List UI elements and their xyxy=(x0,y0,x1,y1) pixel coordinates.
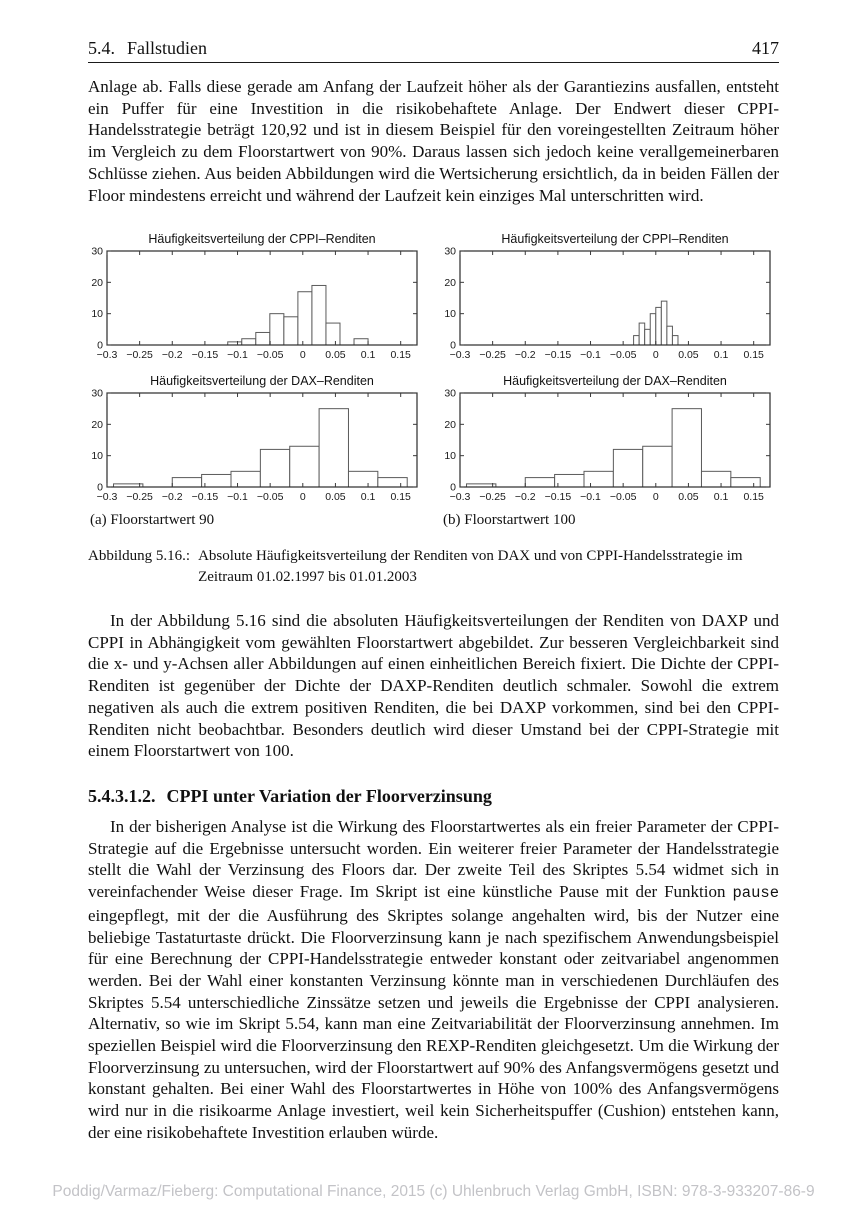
svg-text:20: 20 xyxy=(91,418,103,431)
svg-text:−0.15: −0.15 xyxy=(544,349,572,361)
chart-cppi-renditen-floor90 xyxy=(77,231,422,365)
svg-text:0: 0 xyxy=(299,349,306,361)
svg-text:0: 0 xyxy=(450,339,456,352)
svg-text:−0.25: −0.25 xyxy=(126,349,153,361)
paragraph-figure-discussion: In der Abbildung 5.16 sind die absoluten Häufigkeitsverteilungen der Renditen von DAXP und CPPI in Abhängigkeit vom gewählten Floorstartwert abgebildet. Zur besseren Vergleichbarkeit sind die x- und y-Achsen aller Abbildungen auf einen einheitlichen Bereich fixiert. Die Dichte der CPPI-Renditen ist gegenüber der Dichte der DAXP-Renditen deutlich schmaler. Sowohl die extrem negativen als auch die extrem positiven Renditen, die bei DAXP vorkommen, sind bei den CPPI-Renditen nicht beobachtbar. Besonders deutlich wird dieser Umstand bei der CPPI-Strategie mit einem Floorstartwert von 100. xyxy=(88,611,779,761)
svg-text:−0.1: −0.1 xyxy=(227,491,248,503)
section-heading-title: CPPI unter Variation der Floorverzinsung xyxy=(166,786,492,806)
section-heading-number: 5.4.3.1.2. xyxy=(88,786,156,806)
chart-cppi-renditen-floor100 xyxy=(430,231,775,365)
svg-text:30: 30 xyxy=(91,387,103,400)
svg-text:0.05: 0.05 xyxy=(678,349,699,361)
svg-text:−0.05: −0.05 xyxy=(609,349,637,361)
figure-caption xyxy=(88,546,779,588)
paragraph-floorverzinsung xyxy=(88,816,779,1144)
header-section-title: Fallstudien xyxy=(127,38,207,58)
svg-text:Häufigkeitsverteilung der DAX–: Häufigkeitsverteilung der DAX–Renditen xyxy=(150,374,374,388)
svg-text:0.15: 0.15 xyxy=(743,491,764,503)
paragraph-intro: Anlage ab. Falls diese gerade am Anfang der Laufzeit höher als der Garantiezins ausfallen, entsteht ein Puffer für eine Investition in die risikobehaftete Anlage. Der Endwert dieser CPPI-Handelsstrategie beträgt 120,92 und ist in diesem Beispiel für den voreingestellten Zeitraum höher im Vergleich zu dem Floorstartwert von 90%. Daraus lassen sich jedoch keine verallgemeinerbaren Schlüsse ziehen. Aus beiden Abbildungen wird die Wertsicherung ersichtlich, da in beiden Fällen der Floor mindestens erreicht und während der Laufzeit kein einziges Mal unterschritten wird. xyxy=(88,77,779,205)
svg-text:20: 20 xyxy=(444,418,456,431)
paragraph-part2: eingepflegt, mit der die Ausführung des Skriptes solange angehalten wird, bis der Nutzer eine beliebige Tastaturtaste drückt. Die Floorverzinsung kann je nach spezifischem Anwendungsbeispiel für eine Berechnung der CPPI-Handelsstrategie entweder konstant oder zeitvariabel angenommen werden. Bei der Wahl einer konstanten Verzinsung könnte man in verschiedenen Durchläufen des Skriptes 5.54 unterschiedliche Zinssätze setzen und jeweils die Ergebnisse der CPPI analysieren. Alternativ, so wie im Skript 5.54, kann man eine Zeitvariabilität der Floorverzinsung annehmen. Im speziellen Beispiel wird die Floorverzinsung den REXP-Renditen gleichgesetzt. Um die Wirkung der Floorverzinsung zu untersuchen, wird der Floorstartwert auf 90% des Anfangsvermögens gesetzt und konstant gehalten. Bei einer Wahl des Floorstartwertes in Höhe von 100% des Anfangsvermögens wird nur in die risikoarme Anlage investiert, weil kein Sicherheitspuffer (Cushion) entstehen kann, der eine risikobehaftete Investition erlauben würde. xyxy=(88,905,779,1142)
svg-text:−0.25: −0.25 xyxy=(479,491,506,503)
svg-text:−0.2: −0.2 xyxy=(161,491,183,503)
svg-text:−0.25: −0.25 xyxy=(479,349,506,361)
svg-text:−0.1: −0.1 xyxy=(580,349,601,361)
svg-text:0.1: 0.1 xyxy=(360,491,376,503)
svg-text:0.15: 0.15 xyxy=(390,349,411,361)
svg-text:−0.15: −0.15 xyxy=(544,491,572,503)
svg-text:−0.1: −0.1 xyxy=(580,491,601,503)
svg-text:0.05: 0.05 xyxy=(325,349,346,361)
svg-text:Häufigkeitsverteilung der CPPI: Häufigkeitsverteilung der CPPI–Renditen xyxy=(501,232,729,246)
svg-text:0.05: 0.05 xyxy=(325,491,346,503)
svg-text:−0.25: −0.25 xyxy=(126,491,153,503)
svg-text:0.05: 0.05 xyxy=(678,491,699,503)
svg-text:−0.05: −0.05 xyxy=(609,491,637,503)
subcaption-b: (b) Floorstartwert 100 xyxy=(443,512,576,528)
svg-text:0.1: 0.1 xyxy=(713,491,729,503)
svg-text:10: 10 xyxy=(444,308,456,321)
svg-text:30: 30 xyxy=(444,245,456,258)
svg-text:−0.3: −0.3 xyxy=(96,349,118,361)
svg-text:0: 0 xyxy=(652,491,659,503)
paragraph-part1: In der bisherigen Analyse ist die Wirkung des Floorstartwertes als ein freier Parameter der CPPI-Strategie auf die Ergebnisse untersucht worden. Ein weiterer freier Parameter der Handelsstrategie stellt die Wahl der Verzinsung des Floors dar. Der zweite Teil des Skriptes 5.54 widmet sich in vereinfachender Weise dieser Frage. Im Skript ist eine künstliche Pause mit der Funktion xyxy=(88,817,779,902)
svg-text:30: 30 xyxy=(444,387,456,400)
header-section-number: 5.4. xyxy=(88,38,115,58)
svg-text:0: 0 xyxy=(299,491,306,503)
svg-text:−0.3: −0.3 xyxy=(449,491,471,503)
svg-text:−0.05: −0.05 xyxy=(256,491,284,503)
svg-text:−0.2: −0.2 xyxy=(514,349,536,361)
svg-text:0.15: 0.15 xyxy=(390,491,411,503)
svg-text:20: 20 xyxy=(91,276,103,289)
svg-text:Häufigkeitsverteilung der DAX–: Häufigkeitsverteilung der DAX–Renditen xyxy=(503,374,727,388)
svg-text:0.15: 0.15 xyxy=(743,349,764,361)
pause-function-code: pause xyxy=(732,884,779,903)
section-heading xyxy=(88,786,779,807)
svg-text:−0.2: −0.2 xyxy=(514,491,536,503)
header-page-number: 417 xyxy=(752,38,779,58)
svg-text:−0.3: −0.3 xyxy=(96,491,118,503)
figure-5-16 xyxy=(0,231,867,531)
svg-text:Häufigkeitsverteilung der CPPI: Häufigkeitsverteilung der CPPI–Renditen xyxy=(148,232,376,246)
svg-text:0.1: 0.1 xyxy=(713,349,729,361)
svg-text:0: 0 xyxy=(97,481,103,494)
svg-text:−0.15: −0.15 xyxy=(191,349,219,361)
chart-dax-renditen-floor100 xyxy=(430,373,775,507)
svg-text:10: 10 xyxy=(91,308,103,321)
svg-text:0: 0 xyxy=(450,481,456,494)
figure-caption-label: Abbildung 5.16.: xyxy=(88,548,191,564)
subcaption-a: (a) Floorstartwert 90 xyxy=(90,512,215,528)
chart-dax-renditen-floor90 xyxy=(77,373,422,507)
figure-caption-text: Absolute Häufigkeitsverteilung der Renditen von DAX und von CPPI-Handelsstrategie im Zeitraum 01.02.1997 bis 01.01.2003 xyxy=(198,548,743,585)
running-header xyxy=(88,38,779,63)
footer-imprint: Poddig/Varmaz/Fieberg: Computational Finance, 2015 (c) Uhlenbruch Verlag GmbH, ISBN: 978-3-933207-86-9 xyxy=(52,1183,815,1200)
svg-text:−0.15: −0.15 xyxy=(191,491,219,503)
svg-text:−0.3: −0.3 xyxy=(449,349,471,361)
svg-text:0: 0 xyxy=(652,349,659,361)
svg-text:−0.2: −0.2 xyxy=(161,349,183,361)
svg-text:20: 20 xyxy=(444,276,456,289)
svg-text:−0.1: −0.1 xyxy=(227,349,248,361)
svg-text:10: 10 xyxy=(91,450,103,463)
svg-text:0.1: 0.1 xyxy=(360,349,376,361)
svg-text:30: 30 xyxy=(91,245,103,258)
svg-text:−0.05: −0.05 xyxy=(256,349,284,361)
svg-text:0: 0 xyxy=(97,339,103,352)
svg-text:10: 10 xyxy=(444,450,456,463)
